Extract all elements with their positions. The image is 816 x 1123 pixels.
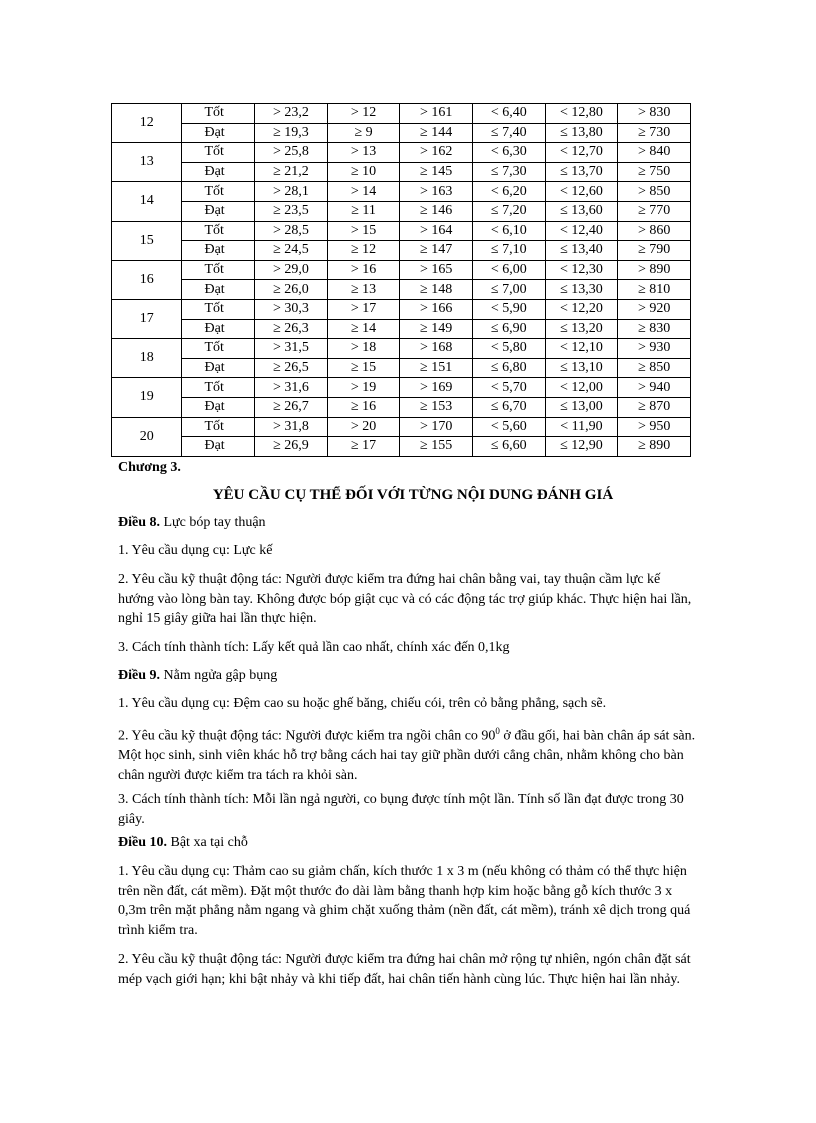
value-cell: > 830: [618, 104, 691, 124]
value-cell: ≥ 26,9: [255, 437, 328, 457]
value-cell: > 163: [400, 182, 473, 202]
value-cell: ≥ 21,2: [255, 162, 328, 182]
value-cell: > 169: [400, 378, 473, 398]
table-row: [112, 143, 691, 163]
value-cell: < 12,40: [545, 221, 618, 241]
value-cell: ≥ 24,5: [255, 241, 328, 261]
table-row: [112, 437, 691, 457]
value-cell: > 23,2: [255, 104, 328, 124]
text: ở đầu gối, hai bàn chân áp sát sàn. Một học sinh, sinh viên khác hỗ trợ bằng cách hai tay giữ phần dưới cẳng chân, nhằm không cho bàn chân người được kiểm tra tách ra khỏi sàn.: [118, 728, 696, 783]
value-cell: > 161: [400, 104, 473, 124]
value-cell: ≤ 6,80: [472, 358, 545, 378]
article-8-title: [118, 513, 698, 533]
level-cell: Tốt: [182, 182, 255, 202]
value-cell: > 170: [400, 417, 473, 437]
value-cell: > 168: [400, 339, 473, 359]
table-row: [112, 201, 691, 221]
age-cell: 15: [112, 221, 182, 260]
value-cell: < 6,40: [472, 104, 545, 124]
age-cell: 16: [112, 260, 182, 299]
value-cell: > 31,6: [255, 378, 328, 398]
paragraph: 3. Cách tính thành tích: Lấy kết quả lần cao nhất, chính xác đến 0,1kg: [118, 640, 510, 655]
level-cell: Tốt: [182, 104, 255, 124]
value-cell: ≤ 13,80: [545, 123, 618, 143]
paragraph: 2. Yêu cầu kỹ thuật động tác: Người được kiểm tra đứng hai chân mở rộng tự nhiên, ngón chân đặt sát mép vạch giới hạn; khi bật nhảy và khi tiếp đất, hai chân tiến hành cùng lúc. Thực hiện hai lần nhảy.: [118, 952, 691, 987]
value-cell: ≤ 13,20: [545, 319, 618, 339]
value-cell: > 30,3: [255, 299, 328, 319]
value-cell: > 12: [327, 104, 400, 124]
paragraph: 1. Yêu cầu dụng cụ: Thảm cao su giảm chấn, kích thước 1 x 3 m (nếu không có thảm có thể thực hiện trên nền đất, cát mềm). Đặt một thước đo dài làm bằng thanh hợp kim hoặc bằng gỗ kích thước 3 x 0,3m trên mặt phẳng nằm ngang và ghim chặt xuống thảm (nền đất, cát mềm), tránh xê dịch trong quá trình kiểm tra.: [118, 864, 691, 938]
value-cell: ≥ 155: [400, 437, 473, 457]
article-number: Điều 9.: [118, 668, 160, 683]
age-cell: 19: [112, 378, 182, 417]
value-cell: ≤ 7,30: [472, 162, 545, 182]
paragraph: 2. Yêu cầu kỹ thuật động tác: Người được kiểm tra đứng hai chân bằng vai, tay thuận cầm lực kế hướng vào lòng bàn tay. Không được bóp giật cục và có các động tác trợ giúp khác. Thực hiện hai lần, nghỉ 15 giây giữa hai lần thực hiện.: [118, 572, 692, 626]
value-cell: ≤ 7,10: [472, 241, 545, 261]
fitness-standards-table: [111, 103, 691, 457]
table-row: [112, 221, 691, 241]
value-cell: > 930: [618, 339, 691, 359]
level-cell: Tốt: [182, 299, 255, 319]
table-row: [112, 397, 691, 417]
value-cell: > 850: [618, 182, 691, 202]
paragraph: 1. Yêu cầu dụng cụ: Lực kế: [118, 543, 273, 558]
value-cell: ≥ 15: [327, 358, 400, 378]
value-cell: ≥ 12: [327, 241, 400, 261]
value-cell: ≥ 23,5: [255, 201, 328, 221]
value-cell: > 164: [400, 221, 473, 241]
value-cell: > 940: [618, 378, 691, 398]
value-cell: ≤ 13,40: [545, 241, 618, 261]
value-cell: > 840: [618, 143, 691, 163]
table-row: [112, 339, 691, 359]
level-cell: Tốt: [182, 221, 255, 241]
level-cell: Đạt: [182, 280, 255, 300]
value-cell: < 5,80: [472, 339, 545, 359]
value-cell: ≥ 148: [400, 280, 473, 300]
article-name: Lực bóp tay thuận: [163, 515, 266, 530]
value-cell: ≥ 26,5: [255, 358, 328, 378]
value-cell: > 14: [327, 182, 400, 202]
value-cell: > 31,8: [255, 417, 328, 437]
value-cell: ≥ 790: [618, 241, 691, 261]
article-name: Bật xa tại chỗ: [170, 835, 248, 850]
value-cell: ≥ 151: [400, 358, 473, 378]
level-cell: Tốt: [182, 339, 255, 359]
value-cell: ≤ 6,90: [472, 319, 545, 339]
value-cell: > 20: [327, 417, 400, 437]
level-cell: Đạt: [182, 437, 255, 457]
value-cell: < 12,80: [545, 104, 618, 124]
value-cell: < 5,70: [472, 378, 545, 398]
age-cell: 14: [112, 182, 182, 221]
age-cell: 17: [112, 299, 182, 338]
table-body: [112, 104, 691, 457]
value-cell: > 920: [618, 299, 691, 319]
value-cell: > 29,0: [255, 260, 328, 280]
level-cell: Đạt: [182, 123, 255, 143]
value-cell: ≥ 730: [618, 123, 691, 143]
level-cell: Đạt: [182, 397, 255, 417]
value-cell: ≥ 14: [327, 319, 400, 339]
level-cell: Tốt: [182, 378, 255, 398]
value-cell: > 31,5: [255, 339, 328, 359]
table-row: [112, 358, 691, 378]
value-cell: ≥ 153: [400, 397, 473, 417]
paragraph: [118, 722, 698, 785]
table-row: [112, 319, 691, 339]
value-cell: < 12,60: [545, 182, 618, 202]
value-cell: > 18: [327, 339, 400, 359]
value-cell: ≤ 6,70: [472, 397, 545, 417]
value-cell: < 12,30: [545, 260, 618, 280]
value-cell: > 15: [327, 221, 400, 241]
value-cell: ≥ 147: [400, 241, 473, 261]
value-cell: ≥ 16: [327, 397, 400, 417]
value-cell: > 28,1: [255, 182, 328, 202]
table-row: [112, 123, 691, 143]
value-cell: < 6,30: [472, 143, 545, 163]
chapter-title: Chương 3.: [118, 460, 181, 475]
level-cell: Đạt: [182, 201, 255, 221]
value-cell: ≥ 26,3: [255, 319, 328, 339]
value-cell: ≤ 13,00: [545, 397, 618, 417]
value-cell: ≥ 146: [400, 201, 473, 221]
value-cell: > 890: [618, 260, 691, 280]
value-cell: ≥ 26,0: [255, 280, 328, 300]
table-row: [112, 182, 691, 202]
value-cell: < 6,00: [472, 260, 545, 280]
article-10-title: [118, 833, 698, 853]
value-cell: ≤ 7,20: [472, 201, 545, 221]
table-row: [112, 162, 691, 182]
level-cell: Tốt: [182, 260, 255, 280]
level-cell: Tốt: [182, 143, 255, 163]
value-cell: ≥ 890: [618, 437, 691, 457]
level-cell: Đạt: [182, 358, 255, 378]
value-cell: ≥ 17: [327, 437, 400, 457]
value-cell: ≥ 10: [327, 162, 400, 182]
value-cell: > 860: [618, 221, 691, 241]
value-cell: ≥ 750: [618, 162, 691, 182]
value-cell: < 11,90: [545, 417, 618, 437]
age-cell: 18: [112, 339, 182, 378]
value-cell: > 13: [327, 143, 400, 163]
level-cell: Đạt: [182, 241, 255, 261]
level-cell: Đạt: [182, 319, 255, 339]
value-cell: > 28,5: [255, 221, 328, 241]
value-cell: ≤ 13,30: [545, 280, 618, 300]
value-cell: < 12,00: [545, 378, 618, 398]
value-cell: ≥ 810: [618, 280, 691, 300]
value-cell: > 19: [327, 378, 400, 398]
article-name: Nằm ngửa gập bụng: [163, 668, 278, 683]
article-number: Điều 10.: [118, 835, 167, 850]
value-cell: ≥ 145: [400, 162, 473, 182]
section-heading: YÊU CẦU CỤ THỂ ĐỐI VỚI TỪNG NỘI DUNG ĐÁNH GIÁ: [212, 487, 614, 503]
value-cell: ≥ 850: [618, 358, 691, 378]
value-cell: < 6,20: [472, 182, 545, 202]
value-cell: > 25,8: [255, 143, 328, 163]
value-cell: ≤ 7,00: [472, 280, 545, 300]
age-cell: 13: [112, 143, 182, 182]
value-cell: > 165: [400, 260, 473, 280]
table-row: [112, 417, 691, 437]
value-cell: > 16: [327, 260, 400, 280]
value-cell: ≥ 19,3: [255, 123, 328, 143]
article-9-title: [118, 666, 698, 686]
value-cell: ≥ 149: [400, 319, 473, 339]
table-row: [112, 104, 691, 124]
value-cell: ≤ 13,10: [545, 358, 618, 378]
value-cell: ≥ 13: [327, 280, 400, 300]
value-cell: < 5,90: [472, 299, 545, 319]
value-cell: < 5,60: [472, 417, 545, 437]
value-cell: ≤ 12,90: [545, 437, 618, 457]
paragraph: 1. Yêu cầu dụng cụ: Đệm cao su hoặc ghế băng, chiếu cói, trên cỏ bằng phẳng, sạch sẽ.: [118, 696, 607, 711]
value-cell: > 17: [327, 299, 400, 319]
value-cell: ≤ 7,40: [472, 123, 545, 143]
age-cell: 20: [112, 417, 182, 456]
table-row: [112, 280, 691, 300]
value-cell: > 950: [618, 417, 691, 437]
table-row: [112, 241, 691, 261]
value-cell: < 12,10: [545, 339, 618, 359]
value-cell: > 162: [400, 143, 473, 163]
level-cell: Đạt: [182, 162, 255, 182]
value-cell: ≥ 770: [618, 201, 691, 221]
value-cell: ≥ 26,7: [255, 397, 328, 417]
value-cell: ≥ 144: [400, 123, 473, 143]
paragraph: 3. Cách tính thành tích: Mỗi lần ngả người, co bụng được tính một lần. Tính số lần đạt được trong 30 giây.: [118, 792, 684, 827]
value-cell: ≥ 830: [618, 319, 691, 339]
value-cell: < 6,10: [472, 221, 545, 241]
age-cell: 12: [112, 104, 182, 143]
value-cell: ≥ 9: [327, 123, 400, 143]
text: 2. Yêu cầu kỹ thuật động tác: Người được kiểm tra ngồi chân co 90: [118, 728, 496, 744]
table-row: [112, 260, 691, 280]
superscript: 0: [495, 726, 500, 736]
value-cell: < 12,70: [545, 143, 618, 163]
value-cell: ≤ 13,60: [545, 201, 618, 221]
value-cell: ≥ 11: [327, 201, 400, 221]
table-row: [112, 299, 691, 319]
value-cell: < 12,20: [545, 299, 618, 319]
value-cell: ≥ 870: [618, 397, 691, 417]
table-row: [112, 378, 691, 398]
level-cell: Tốt: [182, 417, 255, 437]
value-cell: > 166: [400, 299, 473, 319]
value-cell: ≤ 13,70: [545, 162, 618, 182]
article-number: Điều 8.: [118, 515, 160, 530]
value-cell: ≤ 6,60: [472, 437, 545, 457]
